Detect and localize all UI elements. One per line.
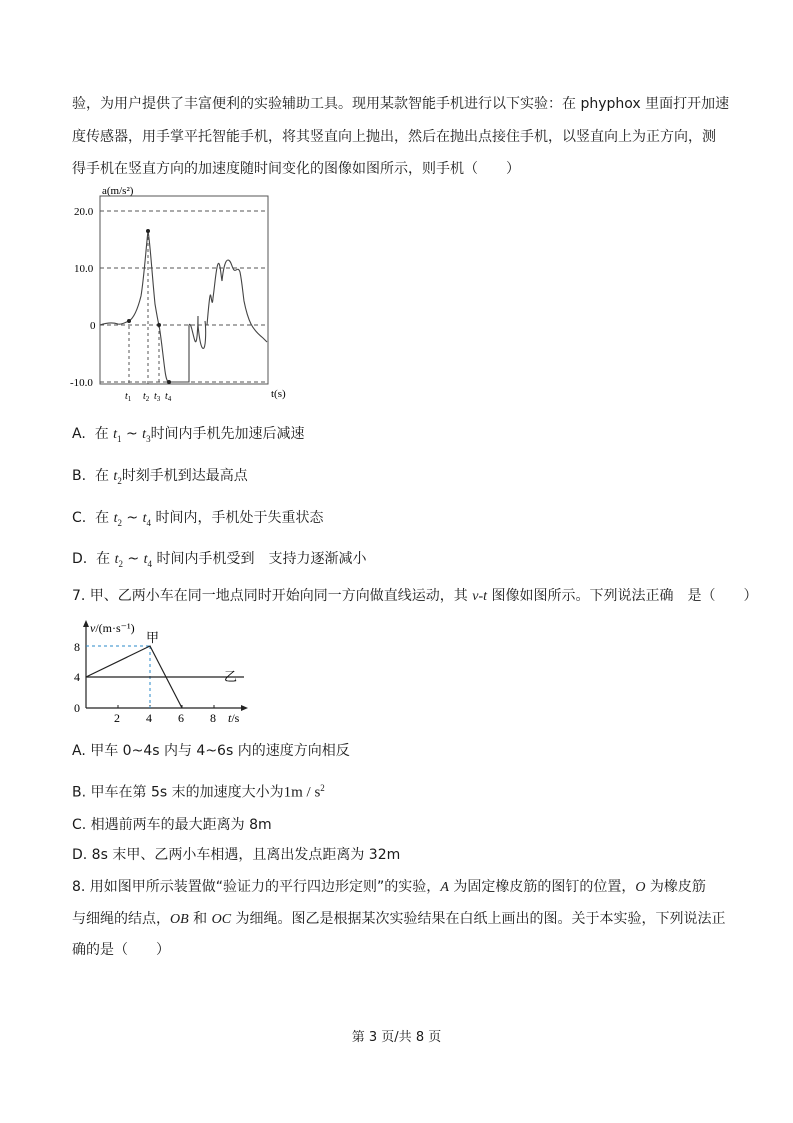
y-axis-label: a(m/s²) <box>102 186 134 197</box>
point-t1 <box>127 319 131 323</box>
q7-option-b: B. 甲车在第 5s 末的加速度大小为$1m / s^2$ <box>72 783 325 801</box>
y-tick-4: 4 <box>74 670 80 684</box>
y-tick-0: 0 <box>90 320 96 332</box>
velocity-time-chart <box>72 616 262 728</box>
q7-option-c: C. 相遇前两车的最大距离为 8m <box>72 817 272 833</box>
x-tick-t1: $t_1$ <box>125 391 132 403</box>
q8-line3: 确的是（ ） <box>72 942 170 958</box>
q7-option-d: D. 8s 末甲、乙两小车相遇，且离出发点距离为 32m <box>72 847 401 863</box>
q7-stem: 7. 甲、乙两小车在同一地点同时开始向同一方向做直线运动，其 v-t 图像如图所示。下列说法正确 是（ ） <box>72 588 758 604</box>
q6-option-d: D. 在 $t_2$ ~ $t_4$ 时间内手机受到 支持力逐渐减小 <box>72 551 367 569</box>
x-axis-label: t(s) <box>271 388 286 400</box>
point-t2 <box>146 229 150 233</box>
q6-option-b: B. 在 $t_2$时刻手机到达最高点 <box>72 468 248 486</box>
q8-line1: 8. 用如图甲所示装置做“验证力的平行四边形定则”的实验，A 为固定橡皮筋的图钉的位置，O 为橡皮筋 <box>72 879 706 895</box>
acceleration-curve <box>100 231 267 382</box>
point-t3 <box>157 323 161 327</box>
q6-stem-line3: 得手机在竖直方向的加速度随时间变化的图像如图所示，则手机（ ） <box>72 161 520 177</box>
x-axis-label: t/s <box>228 711 240 725</box>
q6-option-a: A. 在 $t_1$ ~ $t_3$时间内手机先加速后减速 <box>72 426 305 444</box>
x-tick-t4: $t_4$ <box>165 391 172 403</box>
y-tick-minus10: -10.0 <box>70 377 93 389</box>
q6-stem-line2: 度传感器，用手掌平托智能手机，将其竖直向上抛出，然后在抛出点接住手机，以竖直向上为正方向，测 <box>72 129 716 145</box>
series-yi-label: 乙 <box>224 669 238 684</box>
x-tick-8: 8 <box>210 711 216 725</box>
y-tick-0: 0 <box>74 701 80 715</box>
x-tick-4: 4 <box>146 711 152 725</box>
q7-option-a: A. 甲车 0~4s 内与 4~6s 内的速度方向相反 <box>72 743 350 759</box>
x-tick-t2: $t_2$ <box>143 391 150 403</box>
y-axis-arrow <box>83 620 89 627</box>
series-jia-label: 甲 <box>146 630 160 645</box>
x-tick-t3: $t_3$ <box>154 391 161 403</box>
point-t4 <box>167 380 171 384</box>
y-axis-label: v/(m·s⁻¹) <box>90 621 135 635</box>
acceleration-time-chart <box>70 186 310 410</box>
y-tick-8: 8 <box>74 640 80 654</box>
q6-option-c: C. 在 $t_2$ ~ $t_4$ 时间内，手机处于失重状态 <box>72 510 324 528</box>
x-tick-2: 2 <box>114 711 120 725</box>
x-axis-arrow <box>241 705 248 711</box>
q8-line2: 与细绳的结点，OB 和 OC 为细绳。图乙是根据某次实验结果在白纸上画出的图。关于本实验，下列说法正 <box>72 911 726 927</box>
q6-stem-line1: 验，为用户提供了丰富便利的实验辅助工具。现用某款智能手机进行以下实验：在 phyphox 里面打开加速 <box>72 96 730 112</box>
y-tick-20: 20.0 <box>74 206 94 218</box>
page-footer: 第 3 页/共 8 页 <box>351 1030 442 1045</box>
x-tick-6: 6 <box>178 711 184 725</box>
y-tick-10: 10.0 <box>74 263 94 275</box>
